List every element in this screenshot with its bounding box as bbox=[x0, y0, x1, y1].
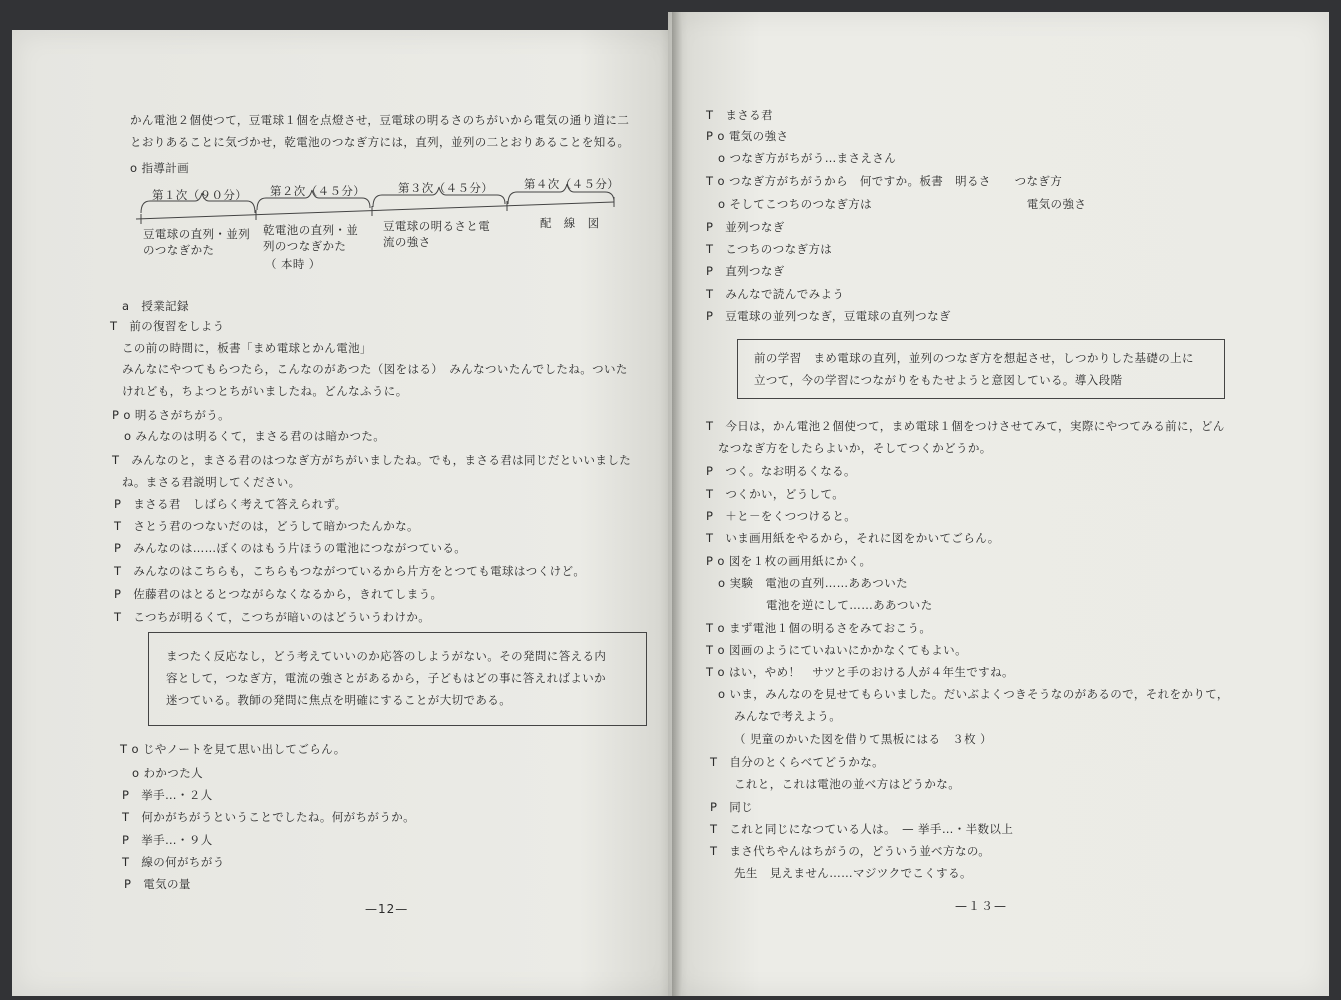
dialogue-line: T みんなで読んでみよう bbox=[706, 287, 845, 301]
dialogue-line: P 電気の量 bbox=[124, 877, 191, 891]
plan-phase: 第３次（４５分） bbox=[398, 181, 494, 195]
note-line: まつたく反応なし，どう考えていいのか応答のしようがない。その発問に答える内 bbox=[166, 649, 607, 663]
dialogue-line: ね。まさる君説明してください。 bbox=[122, 475, 301, 489]
dialogue-line: T 自分のとくらべてどうかな。 bbox=[710, 755, 885, 769]
dialogue-line: T o まず電池１個の明るさをみておこう。 bbox=[706, 621, 932, 635]
dialogue-line: けれども，ちよつとちがいましたね。どんなふうに。 bbox=[122, 384, 408, 398]
dialogue-line: o つなぎ方がちがう…まさえさん bbox=[718, 151, 897, 165]
plan-content: 流の強さ bbox=[383, 235, 431, 249]
dialogue-line: P 直列つなぎ bbox=[706, 264, 785, 278]
dialogue-line: o みんなのは明るくて，まさる君のは暗かつた。 bbox=[124, 429, 386, 443]
dialogue-line: 電池を逆にして……ああついた bbox=[766, 598, 933, 612]
dialogue-line: T みんなのと，まさる君のはつなぎ方がちがいましたね。でも，まさる君は同じだといいました bbox=[112, 453, 632, 467]
dialogue-line: o そしてこつちのつなぎ方は 電気の強さ bbox=[718, 197, 1087, 211]
dialogue-line: o いま，みんなのを見せてもらいました。だいぶよくつきそうなのがあるので，それをかりて， bbox=[718, 687, 1229, 701]
plan-content: 豆電球の明るさと電 bbox=[383, 219, 491, 233]
note-line: 立つて，今の学習につながりをもたせようと意図している。導入段階 bbox=[754, 373, 1123, 387]
dialogue-line: T つくかい，どうして。 bbox=[706, 487, 845, 501]
dialogue-line: P まさる君 しばらく考えて答えられず。 bbox=[114, 497, 347, 511]
dialogue-line: P 挙手…・９人 bbox=[122, 833, 213, 847]
plan-content: 列のつなぎかた bbox=[263, 239, 347, 253]
dialogue-line: T こつちのつなぎ方は bbox=[706, 242, 833, 256]
plan-phase: 第１次（９０分） bbox=[152, 188, 248, 202]
dialogue-line: T o はい，やめ！ サツと手のおける人が４年生ですね。 bbox=[706, 665, 1014, 679]
dialogue-line: o 実験 電池の直列……ああついた bbox=[718, 576, 908, 590]
dialogue-line: P 挙手…・２人 bbox=[122, 788, 213, 802]
dialogue-line: 先生 見えません……マジツクでこくする。 bbox=[734, 866, 972, 880]
dialogue-line: （ 児童のかいた図を借りて黒板にはる ３枚 ） bbox=[734, 732, 993, 746]
dialogue-line: T o 図画のようにていねいにかかなくてもよい。 bbox=[706, 643, 967, 657]
note-line: 容として，つなぎ方，電流の強さとがあるから，子どもはどの事に答えればよいか bbox=[166, 671, 607, 685]
plan-content: 乾電池の直列・並 bbox=[263, 223, 359, 237]
dialogue-line: P o 電気の強さ bbox=[706, 129, 789, 143]
plan-phase: 第４次（４５分） bbox=[524, 177, 620, 191]
plan-content: のつなぎかた bbox=[143, 243, 215, 257]
dialogue-line: P o 明るさがちがう。 bbox=[112, 408, 231, 422]
dialogue-line: P 並列つなぎ bbox=[706, 220, 785, 234]
dialogue-line: これと，これは電池の並べ方はどうかな。 bbox=[734, 777, 961, 791]
plan-content: 豆電球の直列・並列 bbox=[143, 227, 251, 241]
dialogue-line: P 佐藤君のはとるとつながらなくなるから，きれてしまう。 bbox=[114, 587, 443, 601]
teacher-note-box bbox=[737, 339, 1225, 399]
dialogue-line: T こつちが明るくて，こつちが暗いのはどういうわけか。 bbox=[114, 610, 431, 624]
plan-heading: o 指導計画 bbox=[130, 161, 190, 175]
dialogue-line: なつなぎ方をしたらよいか，そしてつくかどうか。 bbox=[718, 441, 992, 455]
dialogue-line: T これと同じになつている人は。 — 挙手…・半数以上 bbox=[710, 822, 1014, 836]
dialogue-line: T さとう君のつないだのは，どうして暗かつたんかな。 bbox=[114, 519, 419, 533]
dialogue-line: T みんなのはこちらも，こちらもつながつているから片方をとつても電球はつくけど。 bbox=[114, 564, 586, 578]
dialogue-line: T o じやノートを見て思い出してごらん。 bbox=[120, 742, 346, 756]
dialogue-line: T まさ代ちやんはちがうの，どういう並べ方なの。 bbox=[710, 844, 991, 858]
dialogue-line: P みんなのは……ぼくのはもう片ほうの電池につながつている。 bbox=[114, 541, 467, 555]
plan-content: （ 本時 ） bbox=[265, 257, 321, 271]
dialogue-line: T 今日は，かん電池２個使つて，まめ電球１個をつけさせてみて，実際にやつてみる前に，どん bbox=[706, 419, 1225, 433]
dialogue-line: T 前の復習をしよう bbox=[110, 319, 225, 333]
dialogue-line: P ＋と－をくつつけると。 bbox=[706, 509, 857, 523]
dialogue-line: P o 図を１枚の画用紙にかく。 bbox=[706, 554, 872, 568]
note-line: 前の学習 まめ電球の直列，並列のつなぎ方を想起させ，しつかりした基礎の上に bbox=[754, 351, 1194, 365]
page-number-right: —１３— bbox=[955, 899, 1008, 913]
record-heading: a 授業記録 bbox=[122, 299, 189, 313]
dialogue-line: みんなで考えよう。 bbox=[734, 709, 842, 723]
plan-phase: 第２次（４５分） bbox=[270, 184, 366, 198]
dialogue-line: P 豆電球の並列つなぎ，豆電球の直列つなぎ bbox=[706, 309, 951, 323]
dialogue-line: T o つなぎ方がちがうから 何ですか。板書 明るさ つなぎ方 bbox=[706, 174, 1063, 188]
dialogue-line: みんなにやつてもらつたら，こんなのがあつた（図をはる） みんなついたんでしたね。ついた bbox=[122, 362, 628, 376]
dialogue-line: P つく。なお明るくなる。 bbox=[706, 464, 856, 478]
dialogue-line: T いま画用紙をやるから，それに図をかいてごらん。 bbox=[706, 531, 1000, 545]
dialogue-line: P 同じ bbox=[710, 800, 754, 814]
dialogue-line: o わかつた人 bbox=[132, 766, 203, 780]
page-number-left: —12— bbox=[365, 902, 409, 916]
dialogue-line: T 何かがちがうということでしたね。何がちがうか。 bbox=[122, 810, 416, 824]
note-line: 迷つている。教師の発問に焦点を明確にすることが大切である。 bbox=[166, 693, 512, 707]
intro-line: とおりあることに気づかせ，乾電池のつなぎ方には，直列，並列の二とおりあることを知る。 bbox=[130, 135, 630, 149]
dialogue-line: T まさる君 bbox=[706, 108, 773, 122]
plan-content: 配 線 図 bbox=[540, 216, 600, 230]
intro-line: かん電池２個使つて，豆電球１個を点燈させ，豆電球の明るさのちがいから電気の通り道に二 bbox=[130, 113, 630, 127]
dialogue-line: T 線の何がちがう bbox=[122, 855, 225, 869]
dialogue-line: この前の時間に，板書「まめ電球とかん電池」 bbox=[122, 341, 372, 355]
